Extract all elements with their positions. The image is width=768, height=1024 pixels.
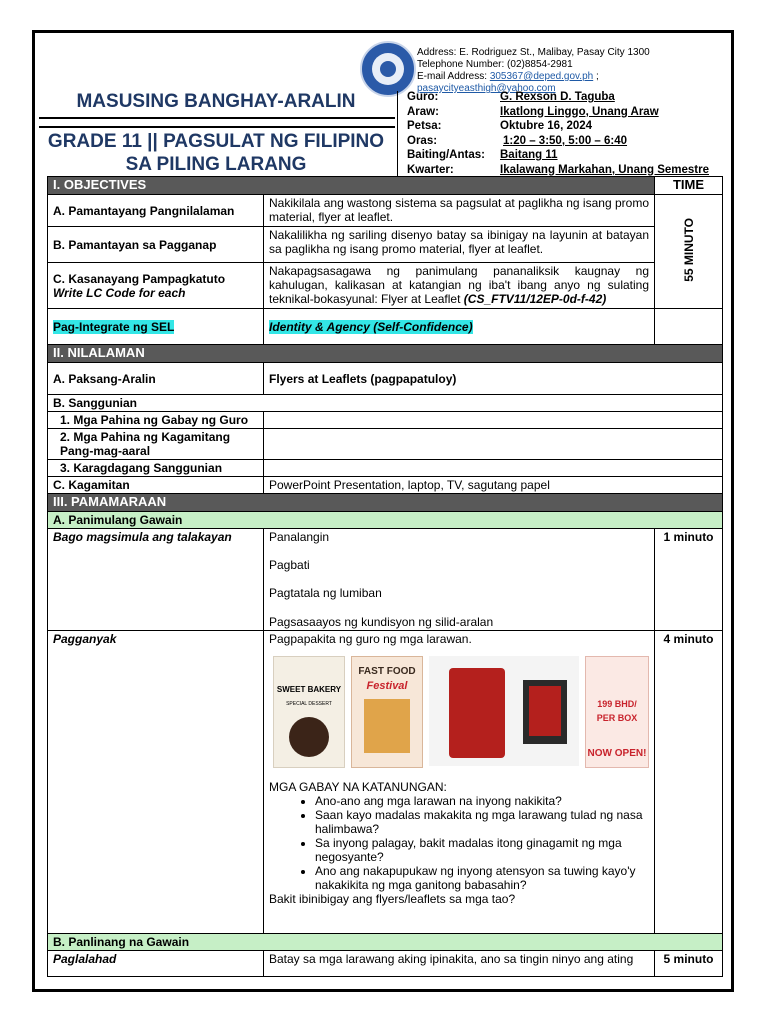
list-item: • Sa inyong palagay, bakit madalas itong ginagamit ng mga negosyante? (315, 836, 649, 864)
sel-label-cell (48, 309, 264, 345)
additional-references-label: 3. Karagdagang Sanggunian (48, 460, 264, 477)
performance-standard-label: B. Pamantayan sa Pagganap (48, 227, 264, 263)
competency-label: C. Kasanayang Pampagkatuto (53, 271, 226, 286)
time-total: 55 MINUTO (681, 218, 696, 282)
teacher-guide-value (264, 412, 723, 429)
document-title: MASUSING BANGHAY-ARALIN (76, 91, 356, 112)
materials-text: PowerPoint Presentation, laptop, TV, sagutang papel (264, 477, 723, 494)
competency-code: (CS_FTV11/12EP-0d-f-42) (463, 292, 607, 306)
additional-references-value (264, 460, 723, 477)
paglalahad-label: Paglalahad (48, 951, 264, 977)
list-item: Pagbati (269, 558, 310, 572)
competency-text-cell (264, 263, 655, 309)
materials-label: C. Kagamitan (48, 477, 264, 494)
time-header: TIME (655, 177, 723, 195)
performance-standard-text: Nakalilikha ng sariling disenyo batay sa ibinigay na layunin at batayan sa paglikha ng isang promo material, flyer at leaflet. (264, 227, 655, 263)
email-link-yahoo[interactable]: pasaycityeasthigh@yahoo.com (417, 83, 556, 94)
sel-text-cell (264, 309, 655, 345)
list-item: Panalangin (269, 530, 330, 544)
list-item: • Ano-ano ang mga larawan na inyong nakikita? (315, 794, 649, 808)
content-standard-text: Nakikilala ang wastong sistema sa pagsulat at paglikha ng isang promo material, flyer at leaflet. (264, 195, 655, 227)
title-divider (39, 117, 395, 119)
paglalahad-time: 5 minuto (655, 951, 723, 977)
title-divider-2 (39, 126, 395, 128)
objectives-header: I. OBJECTIVES (48, 177, 655, 195)
competency-sublabel: Write LC Code for each (53, 285, 186, 300)
sel-time-cell (655, 309, 723, 345)
competency-text: Nakapagsasagawa ng panimulang pananaliksik kaugnay ng kahulugan, kalikasan at katangian ng iba't ibang anyo ng sulating teknikal-bokasyunal: Flyer at Leaflet (269, 264, 650, 306)
school-seal-icon (360, 41, 416, 97)
panimulang-gawain-header: A. Panimulang Gawain (48, 512, 723, 529)
paglalahad-text: Batay sa mga larawang aking ipinakita, ano sa tingin ninyo ang ating (264, 951, 655, 977)
nilalaman-header: II. NILALAMAN (48, 345, 723, 363)
header-divider (397, 91, 398, 178)
list-item: • Ano ang nakapupukaw ng inyong atensyon sa tuwing kayo'y nakakikita ng mga ganitong babasahin? (315, 864, 649, 892)
email-line: E-mail Address: 305367@deped.gov.ph ; pasaycityeasthigh@yahoo.com (417, 71, 599, 94)
grade-value: Baitang 11 (500, 149, 558, 161)
pagganyak-content (264, 631, 655, 934)
school-address-block (417, 47, 731, 95)
content-standard-label: A. Pamantayang Pangnilalaman (48, 195, 264, 227)
competency-label-cell (48, 263, 264, 309)
address-line: Address: E. Rodriguez St., Malibay, Pasay City 1300 (417, 47, 650, 58)
list-item: Pagtatala ng lumiban (269, 586, 382, 600)
panlinang-gawain-header: B. Panlinang na Gawain (48, 934, 723, 951)
flyer-image-menu (429, 656, 579, 766)
teacher-guide-label: 1. Mga Pahina ng Gabay ng Guro (48, 412, 264, 429)
bago-items (264, 529, 655, 631)
email-link-deped[interactable]: 305367@deped.gov.ph (489, 71, 594, 82)
time-value: 1:20 – 3:50, 5:00 – 6:40 (503, 134, 628, 147)
pagganyak-intro: Pagpapakita ng guro ng mga larawan. (269, 632, 472, 646)
references-label: B. Sanggunian (48, 395, 723, 412)
learner-material-value (264, 429, 723, 460)
lesson-plan-frame: Address: E. Rodriguez St., Malibay, Pasay City 1300 Telephone Number: (02)8854-2981 E-mail Address: 305367@deped.gov.ph ; pasaycityeasthigh@yahoo.com MASUSING BANGHAY-ARALIN GRADE 11 || PAGSULAT NG FILIPINO SA PILING LARANG Guro: G. Rexson D. Taguba Araw: Ikatlong Linggo, Unang Araw Petsa: Oktubre 16, 2024 Oras: 1:20 – 3:50, 5:00 – 6:40 Baiting/Antas: Baitang 11 Kwarter: Ikalawang Markahan, Unang Semestre I. OBJECTIVES TIME A. Pamantayang Pangnilalaman Nakikilala ang wastong sistema sa pagsulat at paglikha ng isang promo material, flyer at leaflet. 55 MINUTO B. Pamantayan sa Pagganap Nakalilikha ng sariling disenyo batay sa ibinigay na layunin at batayan sa paglikha ng isang promo material, flyer at leaflet. C. Kasanayang Pampagkatuto Write LC Code for each Nakapagsasagawa ng panimulang pananaliksik kaugnay ng kahulugan, kalikasan at katangian ng iba't ibang anyo ng sulating teknikal-bokasyunal: Flyer at Leaflet (CS_FTV11/12EP-0d-f-42) Pag-Integrate ng SEL Identity & Agency (Self-Confidence) II. NILALAMAN A. Paksang-Aralin Flyers at Leaflets (pagpapatuloy) B. Sanggunian 1. Mga Pahina ng Gabay ng Guro 2. Mga Pahina ng Kagamitang Pang-mag-aaral 3. Karagdagang Sanggunian C. Kagamitan PowerPoint Presentation, laptop, TV, sagutang papel III. PAMAMARAAN A. Panimulang Gawain Bago magsimula ang talakayan Panalangin Pagbati Pagtatala ng lumiban Pagsasaayos ng kundisyon ng silid-aralan 1 minuto Pagganyak Pagpapakita ng guro ng mga larawan. SWEET BAKERY SPECIAL DESSERT FAST FOOD Festival 199 BHD/ PER BOX NOW OPEN! MGA GABAY NA KATANUNGAN: • Ano-ano ang mga larawan na inyong nakikita? • Saan kayo madalas makakita ng mga larawang tulad ng nasa halimbawa? • Sa inyong palagay, bakit madalas itong ginagamit ng mga negosyante? • Ano ang nakapupukaw ng inyong atensyon sa tuwing kayo'y nakakikita ng mga ganitong babasahin? Bakit ibinibigay ang flyers/leaflets sa mga tao? 4 minuto B. Panlinang na Gawain Paglalahad Batay sa mga larawang aking ipinakita, ano sa tingin ninyo ang ating 5 minuto (32, 30, 734, 992)
telephone-line: Telephone Number: (02)8854-2981 (417, 59, 573, 70)
bago-label: Bago magsimula ang talakayan (48, 529, 264, 631)
sel-text: Identity & Agency (Self-Confidence) (269, 319, 473, 334)
pagganyak-time: 4 minuto (655, 631, 723, 934)
flyer-image-fastfood: FAST FOOD Festival (351, 656, 423, 768)
lesson-plan-table (47, 176, 723, 977)
teacher-name: G. Rexson D. Taguba (500, 91, 615, 103)
date-value: Oktubre 16, 2024 (500, 120, 593, 132)
guide-questions-list (269, 794, 649, 892)
bago-time: 1 minuto (655, 529, 723, 631)
pamamaraan-header: III. PAMAMARAAN (48, 494, 723, 512)
guide-question-last: Bakit ibinibigay ang flyers/leaflets sa mga tao? (269, 892, 516, 906)
flyer-gallery (273, 656, 649, 768)
topic-text: Flyers at Leaflets (pagpapatuloy) (264, 363, 723, 395)
time-cell (655, 195, 723, 309)
pagganyak-label: Pagganyak (48, 631, 264, 934)
flyer-image-pizza: 199 BHD/ PER BOX NOW OPEN! (585, 656, 649, 768)
guide-questions-title: MGA GABAY NA KATANUNGAN: (269, 780, 447, 794)
list-item: • Saan kayo madalas makakita ng mga larawang tulad ng nasa halimbawa? (315, 808, 649, 836)
flyer-image-bakery: SWEET BAKERY SPECIAL DESSERT (273, 656, 345, 768)
learner-material-label: 2. Mga Pahina ng Kagamitang Pang-mag-aaral (48, 429, 264, 460)
day-value: Ikatlong Linggo, Unang Araw (500, 105, 659, 118)
quarter-value: Ikalawang Markahan, Unang Semestre (500, 163, 709, 176)
topic-label: A. Paksang-Aralin (48, 363, 264, 395)
subject-title: GRADE 11 || PAGSULAT NG FILIPINO SA PILING LARANG (47, 131, 385, 175)
sel-label: Pag-Integrate ng SEL (53, 319, 175, 334)
list-item: Pagsasaayos ng kundisyon ng silid-aralan (269, 615, 494, 629)
